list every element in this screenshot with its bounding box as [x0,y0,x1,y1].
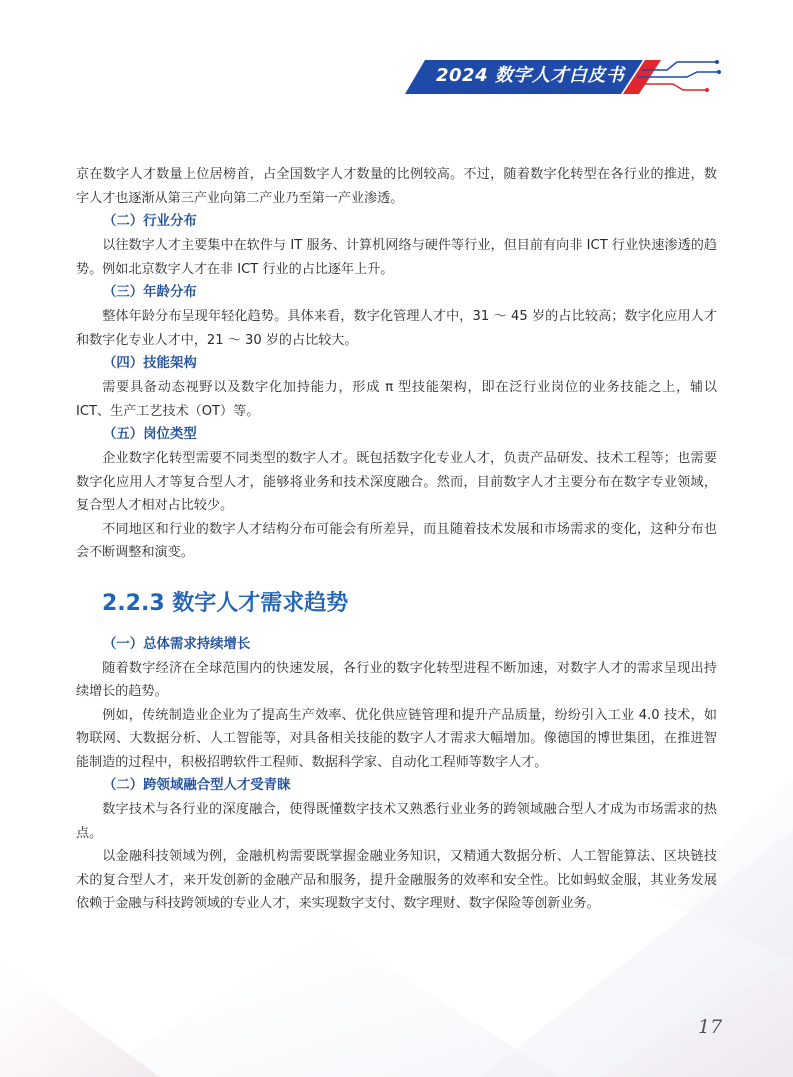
subheading-position: （五）岗位类型 [103,427,197,442]
subheading-cross-domain: （二）跨领域融合型人才受青睐 [103,778,291,793]
paragraph-skill: 需要具备动态视野以及数字化加持能力，形成 π 型技能架构，即在泛行业岗位的业务技能之上，辅以 ICT、生产工艺技术（OT）等。 [76,380,717,419]
paragraph-age: 整体年龄分布呈现年轻化趋势。具体来看，数字化管理人才中，31 ～ 45 岁的占比较高；数字化应用人才和数字化专业人才中，21 ～ 30 岁的占比较大。 [76,309,717,348]
paragraph-demand-2: 例如，传统制造业企业为了提高生产效率、优化供应链管理和提升产品质量，纷纷引入工业 4.0 技术，如物联网、大数据分析、人工智能等，对具备相关技能的数字人才需求大幅增加。像德国的博世集团，在推进智能制造的过程中，积极招聘软件工程师、数据科学家、自动化工程师等数字人才。 [76,707,717,770]
subheading-industry: （二）行业分布 [103,214,197,229]
section-title: 2.2.3 数字人才需求趋势 [102,590,349,616]
page-content [76,163,717,916]
paragraph-intro: 京在数字人才数量上位居榜首，占全国数字人才数量的比例较高。不过，随着数字化转型在各行业的推进，数字人才也逐渐从第三产业向第二产业乃至第一产业渗透。 [76,167,717,206]
paragraph-position-1: 企业数字化转型需要不同类型的数字人才。既包括数字化专业人才，负责产品研发、技术工程等；也需要数字化应用人才等复合型人才，能够将业务和技术深度融合。然而，目前数字人才主要分布在数字专业领域，复合型人才相对占比较少。 [76,451,717,513]
paragraph-position-2: 不同地区和行业的数字人才结构分布可能会有所差异，而且随着技术发展和市场需求的变化，这种分布也会不断调整和演变。 [76,521,717,560]
paragraph-demand-1: 随着数字经济在全球范围内的快速发展，各行业的数字化转型进程不断加速，对数字人才的需求呈现出持续增长的趋势。 [76,660,717,699]
paragraph-industry: 以往数字人才主要集中在软件与 IT 服务、计算机网络与硬件等行业，但目前有向非 ICT 行业快速渗透的趋势。例如北京数字人才在非 ICT 行业的占比逐年上升。 [76,238,717,277]
subheading-skill: （四）技能架构 [103,356,197,371]
paragraph-cross-domain-2: 以金融科技领域为例，金融机构需要既掌握金融业务知识，又精通大数据分析、人工智能算法、区块链技术的复合型人才，来开发创新的金融产品和服务，提升金融服务的效率和安全性。比如蚂蚁金服，其业务发展依赖于金融与科技跨领域的专业人才，来实现数字支付、数字理财、数字保险等创新业务。 [76,849,717,911]
subheading-demand: （一）总体需求持续增长 [103,636,251,652]
paragraph-cross-domain-1: 数字技术与各行业的深度融合，使得既懂数字技术又熟悉行业业务的跨领域融合型人才成为市场需求的热点。 [76,802,717,841]
page-number: 17 [698,1016,723,1038]
subheading-age: （三）年龄分布 [103,285,197,300]
header-title: 2024 数字人才白皮书 [436,65,625,86]
